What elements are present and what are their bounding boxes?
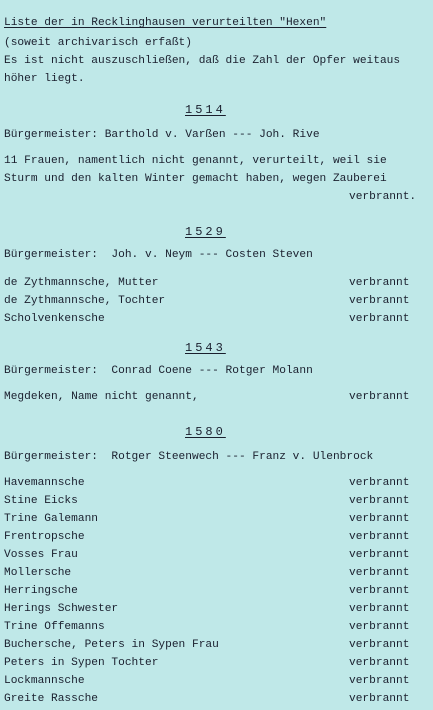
victim-name: Trine Galemann	[4, 513, 98, 525]
intro-line-1: Es ist nicht auszuschließen, daß die Zahl der Opfer weitaus	[4, 55, 401, 67]
victim-name: Herings Schwester	[4, 603, 119, 615]
victim-status: verbrannt	[349, 639, 410, 651]
year-heading: 1514	[185, 103, 226, 117]
victim-name: de Zythmannsche, Tochter	[4, 295, 166, 307]
victim-status: verbrannt	[349, 675, 410, 687]
victim-name: Bucherschе, Peters in Sypen Frau	[4, 639, 219, 651]
document-title: Liste der in Recklinghausen verurteilten "Hexen"	[4, 17, 327, 29]
victim-status: verbrannt	[349, 313, 410, 325]
victim-name: de Zythmannsche, Mutter	[4, 277, 159, 289]
victim-name: Stine Eicks	[4, 495, 78, 507]
mayor-line: Bürgermeister: Barthold v. Varßen --- Joh. Rive	[4, 129, 320, 141]
document-subtitle: (soweit archivarisch erfaßt)	[4, 37, 192, 49]
victim-status: verbrannt	[349, 495, 410, 507]
mayor-line: Bürgermeister: Rotger Steenwech --- Franz v. Ulenbrock	[4, 451, 374, 463]
year-heading: 1543	[185, 341, 226, 355]
victim-name: Greite Rassche	[4, 693, 98, 705]
victim-name: Trine Offemanns	[4, 621, 105, 633]
mayor-line: Bürgermeister: Joh. v. Neym --- Costen Steven	[4, 249, 313, 261]
victim-name: Peters in Sypen Tochter	[4, 657, 159, 669]
victim-status: verbrannt	[349, 295, 410, 307]
victim-name: Scholvenkensche	[4, 313, 105, 325]
victim-status: verbrannt	[349, 513, 410, 525]
year-heading: 1529	[185, 225, 226, 239]
victim-status: verbrannt	[349, 603, 410, 615]
victim-status: verbrannt	[349, 621, 410, 633]
victim-status: verbrannt	[349, 567, 410, 579]
victim-status: verbrannt	[349, 585, 410, 597]
victim-name: Lockmannsche	[4, 675, 85, 687]
mayor-line: Bürgermeister: Conrad Coene --- Rotger Molann	[4, 365, 313, 377]
victim-name: Vosses Frau	[4, 549, 78, 561]
victim-name: Havemannsche	[4, 477, 85, 489]
victim-status: verbrannt	[349, 693, 410, 705]
section-text-line: 11 Frauen, namentlich nicht genannt, verurteilt, weil sie	[4, 155, 387, 167]
intro-line-2: höher liegt.	[4, 73, 85, 85]
victim-status: verbrannt	[349, 391, 410, 403]
victim-name: Mollersche	[4, 567, 72, 579]
victim-status: verbrannt	[349, 657, 410, 669]
victim-name: Megdeken, Name nicht genannt,	[4, 391, 199, 403]
victim-name: Frentropsche	[4, 531, 85, 543]
victim-status: verbrannt	[349, 477, 410, 489]
section-text-line: Sturm und den kalten Winter gemacht haben, wegen Zauberei	[4, 173, 387, 185]
victim-status: verbrannt	[349, 277, 410, 289]
verdict: verbrannt.	[349, 191, 417, 203]
victim-status: verbrannt	[349, 531, 410, 543]
victim-status: verbrannt	[349, 549, 410, 561]
year-heading: 1580	[185, 425, 226, 439]
victim-name: Herringsche	[4, 585, 78, 597]
